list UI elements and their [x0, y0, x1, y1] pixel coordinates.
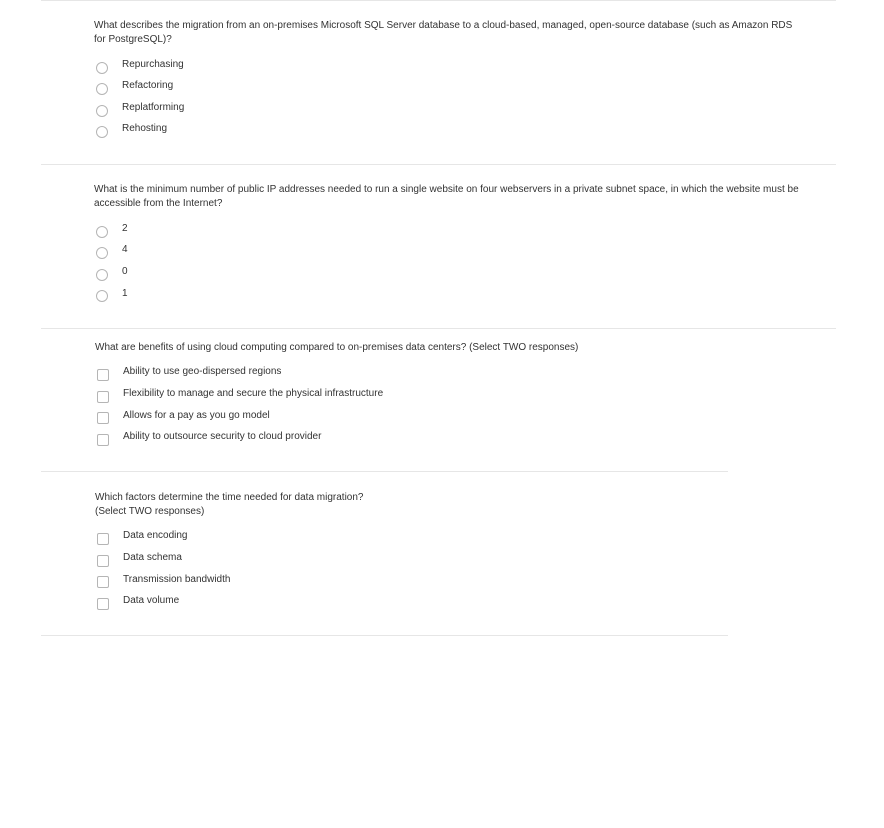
- option-radio[interactable]: [96, 83, 108, 95]
- option-checkbox[interactable]: [97, 412, 109, 424]
- question-3: [95, 341, 807, 355]
- option-checkbox[interactable]: [97, 434, 109, 446]
- question-divider: [41, 328, 836, 329]
- question-2: [94, 183, 806, 211]
- option-radio[interactable]: [96, 126, 108, 138]
- question-divider: [41, 0, 836, 1]
- option-radio[interactable]: [96, 269, 108, 281]
- question-divider: [41, 471, 728, 472]
- option-checkbox[interactable]: [97, 576, 109, 588]
- question-3-text: What are benefits of using cloud computing compared to on-premises data centers? (Select TWO responses): [95, 342, 579, 353]
- option-checkbox[interactable]: [97, 555, 109, 567]
- option-label: 1: [122, 288, 128, 299]
- option-radio[interactable]: [96, 62, 108, 74]
- option-label: Data schema: [123, 552, 182, 563]
- question-2-text: What is the minimum number of public IP addresses needed to run a single website on four webservers in a private subnet space, in which the website must be accessible from the Internet?: [94, 184, 799, 209]
- question-1: [94, 19, 806, 47]
- option-label: 0: [122, 266, 128, 277]
- option-label: Replatforming: [122, 102, 185, 113]
- question-1-text: What describes the migration from an on-premises Microsoft SQL Server database to a cloud-based, managed, open-source database (such as Amazon RDS for PostgreSQL)?: [94, 20, 793, 45]
- option-radio[interactable]: [96, 226, 108, 238]
- option-label: Repurchasing: [122, 59, 184, 70]
- question-4: [95, 491, 695, 519]
- option-label: Transmission bandwidth: [123, 574, 231, 585]
- option-checkbox[interactable]: [97, 369, 109, 381]
- question-4-text: Which factors determine the time needed for data migration? (Select TWO responses): [95, 492, 364, 517]
- option-radio[interactable]: [96, 247, 108, 259]
- option-checkbox[interactable]: [97, 533, 109, 545]
- option-label: Rehosting: [122, 123, 168, 134]
- option-label: 2: [122, 223, 128, 234]
- option-label: Data encoding: [123, 530, 188, 541]
- option-checkbox[interactable]: [97, 391, 109, 403]
- option-label: Refactoring: [122, 80, 174, 91]
- option-radio[interactable]: [96, 290, 108, 302]
- question-divider: [41, 164, 836, 165]
- option-label: 4: [122, 244, 128, 255]
- option-label: Allows for a pay as you go model: [123, 410, 270, 421]
- option-label: Flexibility to manage and secure the physical infrastructure: [123, 388, 384, 399]
- question-divider: [41, 635, 728, 636]
- option-label: Ability to outsource security to cloud provider: [123, 431, 322, 442]
- option-radio[interactable]: [96, 105, 108, 117]
- option-label: Data volume: [123, 595, 180, 606]
- option-label: Ability to use geo-dispersed regions: [123, 366, 282, 377]
- option-checkbox[interactable]: [97, 598, 109, 610]
